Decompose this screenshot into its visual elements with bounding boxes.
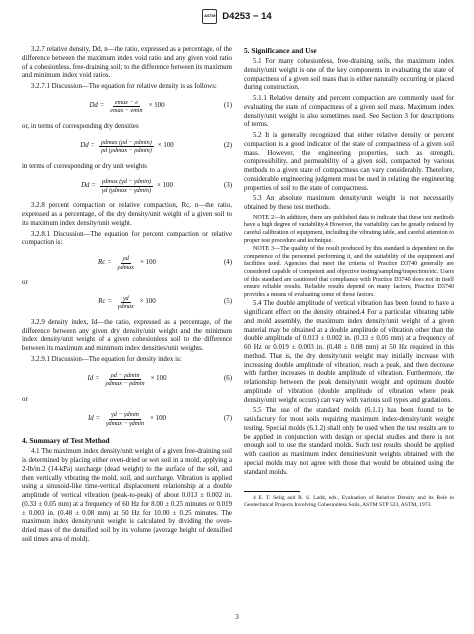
equation-multiplier: × 100 (140, 258, 156, 266)
fraction-numerator: γdmax (γd − γdmin) (101, 178, 151, 186)
right-column (244, 46, 454, 511)
equation-multiplier: × 100 (157, 142, 174, 150)
equation-number: (6) (223, 375, 232, 383)
fraction-denominator: ρdmax − ρdmin (105, 380, 145, 387)
equation-fraction (104, 372, 147, 388)
fraction-numerator: ρd (122, 255, 129, 262)
paragraph-3-2-8-1: 3.2.8.1 Discussion—The equation for percent compaction or relative compaction is: (22, 230, 232, 247)
equation-fraction (116, 255, 136, 271)
equation-lhs: Id = (87, 375, 100, 383)
paragraph-5-5: 5.5 The use of the standard molds (6.1.1) has been found to be satisfactory for most soils requiring maximum index-density/unit weight testing. Special molds (6.1.2) shall only be used when the test results are to be applied in conjunction with design or special studies and there is not enough soil to use the standard molds. Such test results should be applied with caution as maximum index densities/unit weights obtained with the special molds may not agree with those that would be obtained using the standard molds. (244, 407, 454, 476)
equation-number: (5) (223, 298, 232, 306)
fraction-denominator: ρd (ρdmax − ρdmin) (101, 147, 152, 154)
equation-number: (7) (223, 414, 232, 422)
astm-logo-icon: ASTM (202, 9, 217, 24)
fraction-denominator: γd (γdmax − γdmin) (101, 186, 151, 194)
text-unit-weights: in terms of corresponding or dry unit weights (22, 162, 147, 170)
paragraph-4-1: 4.1 The maximum index density/unit weight of a given free-draining soil is determined by placing either oven-dried or wet soil in a mold, applying a 2-lb/in.2 (14-kPa) surcharge (dead weight) to the surface of the soil, and then vertically vibrating the mold, soil, and surcharge. Vibration is applied using a sinusoid-like time-vertical displacement relationship at a double amplitude of vertical vibration (peak-to-peak) of about 0.013 ± 0.002 in. (0.33 ± 0.05 mm) at a frequency of 60 Hz for 8.00 ± 0.25 minutes or 0.019 ± 0.003 in. (0.48 ± 0.08 mm) at 50 Hz for 10.00 ± 0.25 minutes. The maximum index density/unit weight is calculated by dividing the oven-dried mass of the densified soil by its volume (average height of densified soil times area of mold). (22, 448, 232, 543)
paragraph-3-2-8: 3.2.8 percent compaction or relative compaction, Rc, n—the ratio, expressed as a percentage, of the dry density/unit weight of a given soil to its maximum index density/unit weight. (22, 202, 232, 227)
fraction-numerator: emax − e (114, 98, 138, 106)
text-or: or (22, 279, 28, 286)
section-heading-significance: 5. Significance and Use (244, 46, 317, 55)
equation-number: (4) (223, 258, 232, 266)
equation-5 (22, 291, 232, 315)
equation-fraction (108, 99, 144, 115)
paragraph-5-3: 5.3 An absolute maximum density/unit weight is not necessarily obtained by these test methods. (244, 195, 454, 211)
equation-3 (22, 174, 232, 198)
paragraph-3-2-9-1: 3.2.9.1 Discussion—The equation for density index is: (31, 355, 182, 363)
footnote-divider (244, 491, 300, 492)
text-dry-densities: or, in terms of corresponding dry densities (22, 122, 139, 130)
paragraph-3-2-7-1: 3.2.7.1 Discussion—The equation for relative density is as follows: (31, 83, 217, 90)
left-column (22, 46, 232, 547)
fraction-numerator: ρd − ρdmin (110, 371, 140, 379)
fraction-numerator: γd (123, 294, 129, 302)
note-2: NOTE 2—In addition, there are published data to indicate that these test methods have a high degree of variability.4 However, the variability can be greatly reduced by careful calibration of equipment, including the vibrating table, and careful attention to proper test procedure and technique. (244, 214, 454, 244)
equation-lhs: Dd = (80, 142, 96, 150)
equation-fraction (104, 411, 146, 427)
equation-number: (3) (223, 181, 232, 189)
fraction-denominator: emax − emin (110, 107, 143, 115)
notes-block (244, 215, 454, 300)
fraction-numerator: ρdmax (ρd − ρdmin) (101, 138, 152, 146)
equation-fraction (99, 139, 154, 155)
fraction-denominator: γdmax (117, 303, 134, 311)
equation-6 (22, 368, 232, 392)
paragraph-3-2-9: 3.2.9 density index, Id—the ratio, expressed as a percentage, of the difference between any given dry density/unit weight and the minimum index density/unit weight of a given cohesionless soil to the difference between its maximum and minimum index densities/unit weights. (22, 318, 232, 352)
footnote-4: 4 E. T. Selig and R. S. Ladd, eds., Evaluation of Relative Density and its Role in Geotechnical Projects Involving Cohesionless Soils, ASTM STP 523, ASTM, 1973. (244, 495, 454, 509)
equation-lhs: Dd = (89, 102, 105, 110)
equation-2 (22, 135, 232, 159)
equation-lhs: Id = (87, 414, 101, 422)
equation-number: (1) (223, 102, 232, 110)
equation-lhs: Rc = (98, 258, 112, 266)
equation-multiplier: × 100 (156, 181, 173, 189)
paragraph-3-2-7: 3.2.7 relative density, Dd, n—the ratio, expressed as a percentage, of the difference between the maximum index void ratio and any given void ratio of a cohesionless, free-draining soil; to the difference between its maximum and minimum index void ratios. (22, 46, 232, 80)
note-3: NOTE 3—The quality of the result produced by this standard is dependent on the competence of the personnel performing it, and the suitability of the equipment and facilities used. Agencies that meet the criteria of Practice D3740 generally are considered capable of competent and objective testing/sampling/inspection/etc. Users of this standard are cautioned that compliance with Practice D3740 does not in itself ensure reliable results. Reliable results depend on many factors; Practice D3740 provides a means of evaluating some of those factors. (244, 246, 454, 298)
equation-number: (2) (223, 142, 232, 150)
page-number: 3 (235, 613, 239, 621)
equation-fraction (116, 295, 136, 311)
equation-7 (22, 407, 232, 431)
equation-4 (22, 251, 232, 275)
fraction-numerator: γd − γdmin (111, 411, 139, 419)
equation-fraction (100, 178, 153, 194)
equation-multiplier: × 100 (150, 375, 167, 383)
paragraph-5-2: 5.2 It is generally recognized that either relative density or percent compaction is a good indicator of the state of compactness of a given soil mass. However, the engineering properties, such as strength, compressibility, and permeability of a given soil, compacted by various methods to a given state of compactness can vary considerably. Therefore, considerable engineering judgment must be used in relating the engineering properties of soil to the state of compactness. (244, 132, 454, 192)
fraction-denominator: ρdmax (117, 263, 135, 271)
equation-multiplier: × 100 (150, 414, 166, 422)
paragraph-5-1-1: 5.1.1 Relative density and percent compaction are commonly used for evaluating the state of compactness of a given soil mass. Maximum index density/unit weight is also sometimes used. See Section 3 for descriptions of terms. (244, 95, 454, 129)
equation-1 (22, 95, 232, 119)
document-id: D4253 − 14 (222, 10, 272, 22)
fraction-denominator: γdmax − γdmin (106, 419, 145, 427)
page-header (0, 8, 474, 24)
section-heading-summary: 4. Summary of Test Method (22, 436, 110, 446)
paragraph-5-1: 5.1 For many cohesionless, free-draining soils, the maximum index density/unit weight is one of the key components in evaluating the state of compactness of a given soil mass that is either naturally occurring or placed during construction. (244, 58, 454, 92)
equation-lhs: Rc = (98, 298, 112, 306)
paragraph-5-4: 5.4 The double amplitude of vertical vibration has been found to have a significant effect on the density obtained.4 For a particular vibrating table and mold assembly, the maximum index density/unit weight of a given material may be obtained at a double amplitude of vibration other than the double amplitude of 0.013 ± 0.002 in. (0.33 ± 0.05 mm) at a frequency of 60 Hz or 0.019 ± 0.003 in. (0.48 ± 0.08 mm) at 50 Hz required in this method. That is, the dry density/unit weight may initially increase with increasing double amplitude of vibration, reach a peak, and then decrease with further increases in double amplitude of vibration. Furthermore, the relationship between the peak density/unit weight and optimum double amplitude of vibration (double amplitude of vibration where peak density/unit weight occurs) can vary with various soil types and gradations. (244, 300, 454, 404)
equation-multiplier: × 100 (148, 102, 165, 110)
equation-multiplier: × 100 (139, 298, 156, 306)
text-or: or (22, 395, 28, 403)
equation-lhs: Dd = (81, 181, 96, 189)
